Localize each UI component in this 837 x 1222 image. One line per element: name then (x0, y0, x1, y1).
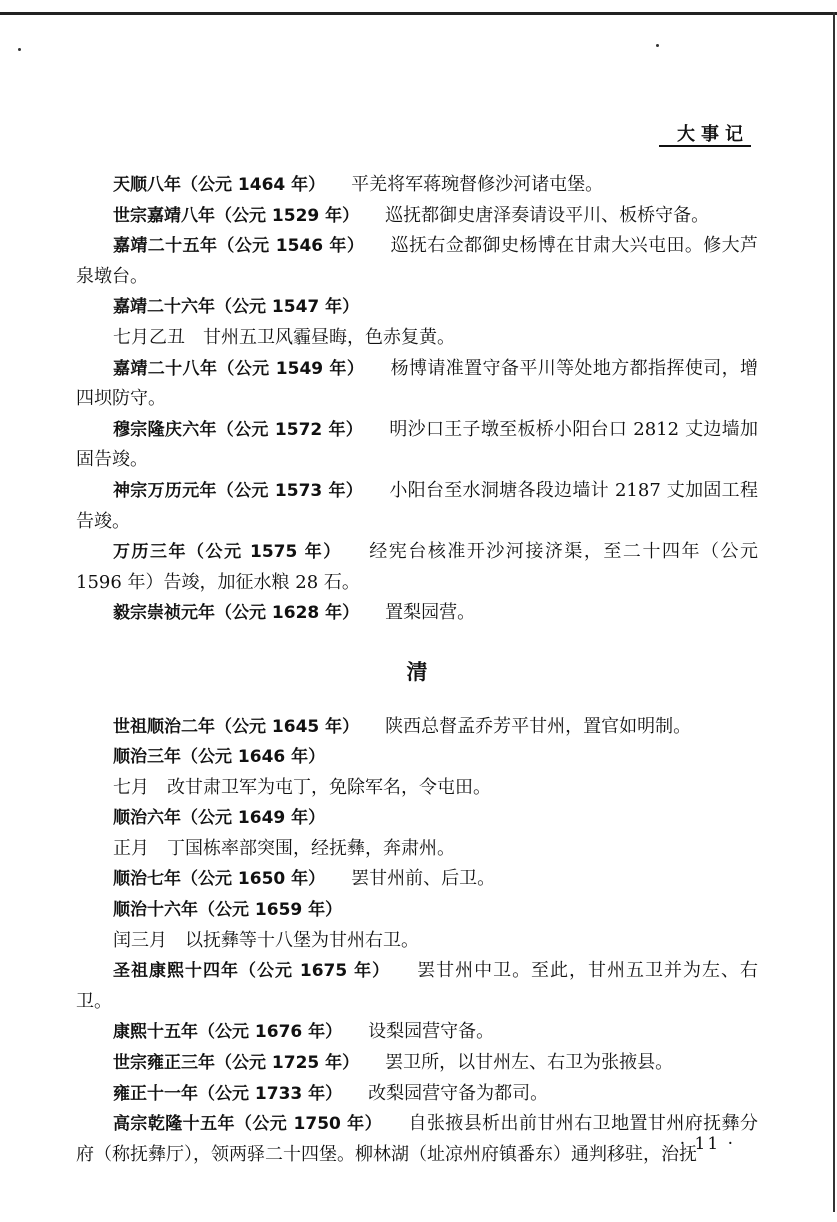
chronicle-entry (76, 712, 758, 743)
running-header: 大事记 (677, 124, 749, 145)
chronicle-entry (76, 956, 758, 1017)
right-border (833, 12, 835, 1212)
chronicle-entry (76, 864, 758, 895)
entry-date: 顺治六年（公元 1649 年） (113, 808, 326, 829)
entry-date: 毅宗崇祯元年（公元 1628 年） (113, 603, 360, 624)
chronicle-entry (76, 895, 758, 926)
entry-text: 七月 改甘肃卫军为屯丁，免除军名，令屯田。 (113, 776, 491, 798)
chronicle-entry (76, 415, 758, 476)
entry-text: 正月 丁国栋率部突围，经抚彝，奔肃州。 (113, 837, 455, 859)
entry-text: 经宪台核准开沙河接济渠，至二十四年（公元 1596 年）告竣，加征水粮 28 石。 (76, 541, 759, 593)
entry-date: 嘉靖二十六年（公元 1547 年） (113, 297, 360, 318)
header-rule (659, 145, 751, 147)
chronicle-entry (76, 926, 758, 957)
entry-date: 康熙十五年（公元 1676 年） (113, 1022, 343, 1043)
chronicle-entry (76, 537, 758, 598)
entry-text: 陕西总督孟乔芳平甘州，置官如明制。 (385, 715, 692, 737)
entry-text: 巡抚右佥都御史杨博在甘肃大兴屯田。修大芦泉墩台。 (76, 235, 759, 287)
section-title: 清 (406, 658, 428, 684)
chronicle-entry (76, 476, 758, 537)
chronicle-entry (76, 1017, 758, 1048)
chronicle-entry (76, 773, 758, 804)
entry-date: 世宗雍正三年（公元 1725 年） (113, 1053, 360, 1074)
entry-text: 罢甘州前、后卫。 (351, 868, 496, 890)
chronicle-entry (76, 201, 758, 232)
entry-text: 闰三月 以抚彝等十八堡为甘州右卫。 (113, 929, 419, 951)
entry-date: 天顺八年（公元 1464 年） (113, 175, 326, 195)
entry-text: 罢甘州中卫。至此，甘州五卫并为左、右卫。 (76, 960, 759, 1012)
top-border (0, 12, 837, 15)
entry-text: 设梨园营守备。 (368, 1021, 495, 1043)
chronicle-entry (76, 231, 758, 292)
chronicle-entry (76, 323, 758, 354)
chronicle-entry (76, 742, 758, 773)
chronicle-entry (76, 1109, 758, 1170)
speck (18, 48, 21, 51)
entry-text: 巡抚都御史唐泽奏请设平川、板桥守备。 (385, 204, 710, 226)
entry-date: 世宗嘉靖八年（公元 1529 年） (113, 205, 360, 226)
entry-date: 嘉靖二十五年（公元 1546 年） (113, 236, 365, 257)
speck (656, 44, 659, 47)
entry-text: 明沙口王子墩至板桥小阳台口 2812 丈边墙加固告竣。 (76, 418, 758, 471)
entry-text: 小阳台至水洞塘各段边墙计 2187 丈加固工程告竣。 (76, 479, 758, 532)
entry-date: 世祖顺治二年（公元 1645 年） (113, 716, 360, 737)
entry-text: 杨博请准置守备平川等处地方都指挥使司，增四坝防守。 (76, 357, 759, 410)
entry-text: 平羌将军蒋琬督修沙河诸屯堡。 (351, 174, 604, 195)
entry-date: 万历三年（公元 1575 年） (113, 542, 342, 563)
chronicle-entry (76, 598, 758, 629)
qing-entries (76, 712, 758, 1171)
entry-date: 顺治三年（公元 1646 年） (113, 747, 326, 768)
chronicle-entry (76, 803, 758, 834)
ming-entries (76, 170, 758, 629)
entry-date: 顺治七年（公元 1650 年） (113, 869, 326, 890)
entry-date: 高宗乾隆十五年（公元 1750 年） (113, 1114, 383, 1135)
entry-text: 罢卫所，以甘州左、右卫为张掖县。 (385, 1052, 674, 1074)
entry-text: 置梨园营。 (385, 602, 476, 624)
page-number: · 11 · (679, 1134, 735, 1154)
entry-text: 改梨园营守备为都司。 (368, 1082, 549, 1104)
chronicle-entry (76, 1048, 758, 1079)
chronicle-content (76, 170, 758, 1170)
entry-date: 嘉靖二十八年（公元 1549 年） (113, 358, 365, 379)
entry-date: 雍正十一年（公元 1733 年） (113, 1083, 343, 1104)
entry-date: 穆宗隆庆六年（公元 1572 年） (113, 419, 364, 440)
chronicle-entry (76, 292, 758, 323)
entry-text: 七月乙丑 甘州五卫风霾昼晦，色赤复黄。 (113, 326, 455, 348)
entry-date: 顺治十六年（公元 1659 年） (113, 900, 343, 921)
entry-date: 圣祖康熙十四年（公元 1675 年） (113, 961, 391, 982)
entry-text: 自张掖县析出前甘州右卫地置甘州府抚彝分府（称抚彝厅），领两驿二十四堡。柳林湖（址凉州府镇番东）通判移驻，治抚 (76, 1113, 759, 1165)
chronicle-entry (76, 170, 758, 201)
entry-date: 神宗万历元年（公元 1573 年） (113, 480, 364, 501)
chronicle-entry (76, 354, 758, 415)
chronicle-entry (76, 1079, 758, 1110)
chronicle-entry (76, 834, 758, 865)
